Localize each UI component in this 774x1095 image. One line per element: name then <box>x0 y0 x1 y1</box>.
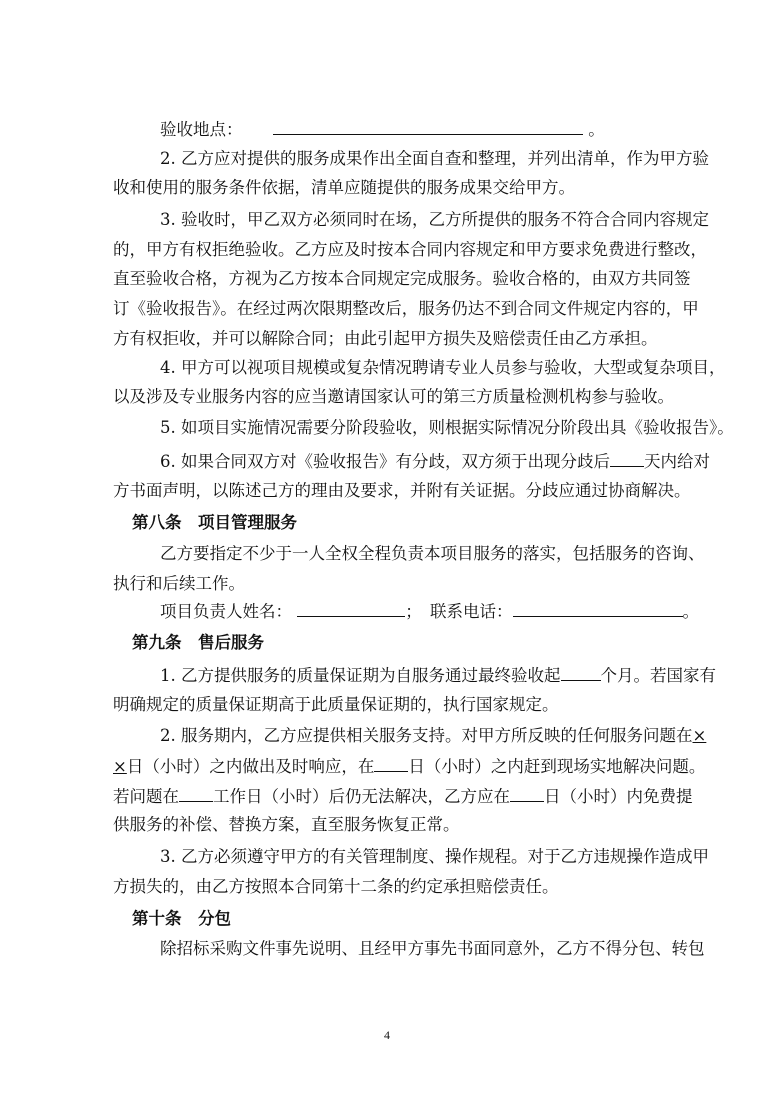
paragraph-line: 5. 如项目实施情况需要分阶段验收，则根据实际情况分阶段出具《验收报告》。 <box>160 418 734 437</box>
paragraph-line: 的，甲方有权拒绝验收。乙方应及时按本合同内容规定和甲方要求免费进行整改， <box>113 240 707 259</box>
paragraph-line: 3. 验收时，甲乙双方必须同时在场，乙方所提供的服务不符合合同内容规定 <box>160 210 709 229</box>
paragraph-line: 方有权拒收，并可以解除合同；由此引起甲方损失及赔偿责任由乙方承担。 <box>113 329 658 348</box>
phone-blank <box>513 600 683 617</box>
section-heading-article-8: 第八条 项目管理服务 <box>132 513 297 532</box>
paragraph-line: 供服务的补偿、替换方案，直至服务恢复正常。 <box>113 815 460 834</box>
paragraph-line: 直至验收合格，方视为乙方按本合同规定完成服务。验收合格的，由双方共同签 <box>113 269 691 288</box>
paragraph-line: 乙方要指定不少于一人全权全程负责本项目服务的落实，包括服务的咨询、 <box>160 544 705 563</box>
acceptance-location-line: 验收地点： 。 <box>160 120 605 139</box>
onsite-days-blank <box>374 755 408 772</box>
section-heading-article-10: 第十条 分包 <box>132 909 231 928</box>
project-manager-line: 项目负责人姓名： ； 联系电话： 。 <box>160 602 699 621</box>
page-number: 4 <box>384 1028 390 1042</box>
paragraph-line: 收和使用的服务条件依据，清单应随提供的服务成果交给甲方。 <box>113 178 575 197</box>
service-support-line: 2. 服务期内，乙方应提供相关服务支持。对甲方所反映的任何服务问题在× <box>160 726 707 745</box>
acceptance-location-blank <box>273 118 583 135</box>
paragraph-line: 除招标采购文件事先说明、且经甲方事先书面同意外，乙方不得分包、转包 <box>160 939 705 958</box>
paragraph-line: 执行和后续工作。 <box>113 574 245 593</box>
paragraph-line: 以及涉及专业服务内容的应当邀请国家认可的第三方质量检测机构参与验收。 <box>113 387 674 406</box>
response-time-line: ×日（小时）之内做出及时响应，在 日（小时）之内赶到现场实地解决问题。 <box>113 757 706 776</box>
dispute-line: 6. 如果合同双方对《验收报告》有分歧，双方须于出现分歧后 天内给对 <box>160 452 710 471</box>
paragraph-line: 3. 乙方必须遵守甲方的有关管理制度、操作规程。对于乙方违规操作造成甲 <box>160 847 709 866</box>
manager-name-blank <box>297 600 405 617</box>
workdays-blank <box>179 785 213 802</box>
days-blank <box>610 450 644 467</box>
paragraph-line: 4. 甲方可以视项目规模或复杂情况聘请专业人员参与验收，大型或复杂项目， <box>160 358 726 377</box>
section-heading-article-9: 第九条 售后服务 <box>132 633 264 652</box>
paragraph-line: 方书面声明，以陈述己方的理由及要求，并附有关证据。分歧应通过协商解决。 <box>113 481 691 500</box>
unresolved-line: 若问题在 工作日（小时）后仍无法解决，乙方应在 日（小时）内免费提 <box>113 787 693 806</box>
months-blank <box>561 664 601 681</box>
paragraph-line: 2. 乙方应对提供的服务成果作出全面自查和整理，并列出清单，作为甲方验 <box>160 149 709 168</box>
replacement-days-blank <box>510 785 544 802</box>
paragraph-line: 方损失的，由乙方按照本合同第十二条的约定承担赔偿责任。 <box>113 877 559 896</box>
warranty-line: 1. 乙方提供服务的质量保证期为自服务通过最终验收起 个月。若国家有 <box>160 666 716 685</box>
paragraph-line: 订《验收报告》。在经过两次限期整改后，服务仍达不到合同文件规定内容的，甲 <box>113 299 699 318</box>
paragraph-line: 明确规定的质量保证期高于此质量保证期的，执行国家规定。 <box>113 695 559 714</box>
